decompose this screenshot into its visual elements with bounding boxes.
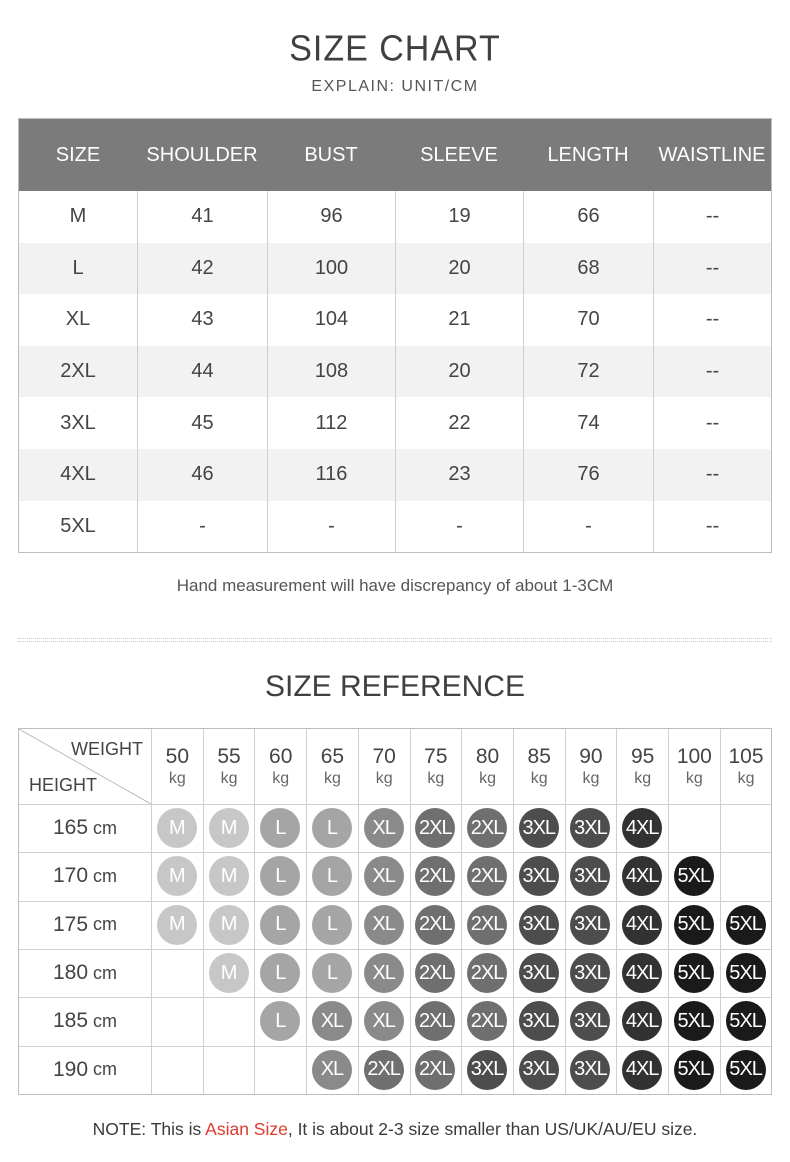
size-badge: 3XL [570, 808, 610, 848]
size-badge: L [260, 953, 300, 993]
size-badge: 2XL [415, 1001, 455, 1041]
table-cell: 104 [267, 294, 395, 346]
size-badge: 5XL [674, 1050, 714, 1090]
size-badge: 2XL [467, 953, 507, 993]
size-chart-title: SIZE CHART [289, 29, 501, 69]
table-cell: 42 [137, 243, 267, 295]
weight-value: 95 [630, 744, 655, 768]
height-unit: cm [93, 1010, 118, 1031]
size-badge: L [312, 856, 352, 896]
table-cell: 108 [267, 346, 395, 398]
header-cell: SLEEVE [420, 143, 498, 166]
size-chart-table [18, 118, 772, 553]
table-cell: 41 [137, 191, 267, 243]
table-cell: - [395, 501, 523, 553]
weight-value: 55 [217, 744, 241, 768]
size-badge: 4XL [622, 905, 662, 945]
weight-value: 70 [372, 744, 396, 768]
grid-corner-cell [19, 729, 151, 804]
table-cell: 4XL [60, 463, 96, 486]
height-row-label [19, 1046, 151, 1094]
header-cell: SIZE [55, 143, 101, 166]
table-cell: 20 [395, 243, 523, 295]
weight-unit: kg [323, 769, 341, 787]
weight-unit: kg [737, 769, 755, 787]
table-cell: 45 [137, 397, 267, 449]
table-row [19, 294, 771, 346]
weight-value: 100 [676, 744, 712, 768]
size-badge: 5XL [726, 905, 766, 945]
size-badge: 3XL [570, 1001, 610, 1041]
weight-column-header [203, 729, 255, 804]
table-row [19, 501, 771, 553]
table-cell: -- [653, 294, 771, 346]
table-cell: 43 [137, 294, 267, 346]
note-prefix: NOTE: This is [92, 1119, 206, 1139]
size-badge: 3XL [519, 808, 559, 848]
size-badge: 5XL [674, 856, 714, 896]
weight-column-header [513, 729, 565, 804]
height-row-label [19, 949, 151, 997]
table-cell: XL [65, 308, 91, 331]
size-badge: M [209, 856, 249, 896]
size-badge: M [157, 856, 197, 896]
size-badge: M [209, 905, 249, 945]
size-badge: XL [364, 1001, 404, 1041]
height-value: 165 [52, 816, 89, 840]
size-badge: 4XL [622, 1050, 662, 1090]
height-unit: cm [93, 1059, 118, 1080]
size-badge: M [157, 905, 197, 945]
table-cell: 74 [523, 397, 653, 449]
weight-column-header [151, 729, 203, 804]
size-badge: 4XL [622, 856, 662, 896]
weight-column-header [461, 729, 513, 804]
size-badge: L [260, 856, 300, 896]
weight-value: 105 [728, 744, 764, 768]
section-divider [18, 638, 772, 642]
size-badge: XL [364, 953, 404, 993]
table-cell: 19 [395, 191, 523, 243]
size-badge: 4XL [622, 953, 662, 993]
table-cell: 68 [523, 243, 653, 295]
table-cell: - [137, 501, 267, 553]
size-badge: L [312, 808, 352, 848]
table-cell: -- [653, 397, 771, 449]
size-chart-header-row [19, 119, 771, 191]
table-cell: 20 [395, 346, 523, 398]
size-badge: 3XL [467, 1050, 507, 1090]
size-badge: 5XL [674, 1001, 714, 1041]
size-badge: 2XL [415, 953, 455, 993]
header-cell: LENGTH [547, 143, 629, 166]
size-chart-subtitle: EXPLAIN: UNIT/CM [311, 78, 479, 95]
table-cell: 46 [137, 449, 267, 501]
weight-unit: kg [530, 769, 548, 787]
weight-column-header [254, 729, 306, 804]
weight-column-header [306, 729, 358, 804]
height-value: 190 [52, 1057, 89, 1081]
table-cell: -- [653, 501, 771, 553]
size-chart-body [19, 191, 771, 552]
size-badge: 2XL [467, 905, 507, 945]
weight-value: 80 [475, 744, 500, 768]
weight-value: 60 [269, 744, 293, 768]
weight-unit: kg [427, 769, 445, 787]
weight-unit: kg [479, 769, 496, 787]
weight-unit: kg [582, 769, 600, 787]
size-badge: M [209, 953, 249, 993]
height-unit: cm [93, 817, 118, 838]
table-cell: - [523, 501, 653, 553]
weight-column-header [410, 729, 462, 804]
size-badge: 2XL [364, 1050, 404, 1090]
size-badge: 2XL [415, 856, 455, 896]
size-badge: 3XL [519, 1050, 559, 1090]
size-badge: XL [364, 905, 404, 945]
size-badge: XL [312, 1050, 352, 1090]
size-badge: 2XL [467, 808, 507, 848]
size-badge: 2XL [467, 1001, 507, 1041]
table-row [19, 243, 771, 295]
table-cell: 22 [395, 397, 523, 449]
weight-value: 75 [424, 744, 448, 768]
height-row-label [19, 852, 151, 900]
size-badge: 3XL [570, 905, 610, 945]
height-row-label [19, 997, 151, 1045]
size-badge: 5XL [726, 1050, 766, 1090]
weight-value: 50 [165, 744, 190, 768]
weight-value: 65 [320, 744, 345, 768]
weight-unit: kg [220, 769, 238, 787]
weight-value: 85 [527, 744, 551, 768]
note-suffix: , It is about 2-3 size smaller than US/UK/AU/EU size. [287, 1119, 698, 1139]
height-unit: cm [93, 865, 118, 886]
table-cell: 5XL [60, 514, 96, 537]
table-cell: - [267, 501, 395, 553]
table-cell: 96 [267, 191, 395, 243]
size-badge: 3XL [570, 1050, 610, 1090]
weight-column-header [358, 729, 410, 804]
size-badge: M [209, 808, 249, 848]
table-cell: 76 [523, 449, 653, 501]
table-cell: L [72, 256, 84, 279]
table-cell: 70 [523, 294, 653, 346]
table-cell: 2XL [60, 360, 96, 383]
size-badge: 5XL [726, 1001, 766, 1041]
table-cell: -- [653, 243, 771, 295]
size-badge: L [260, 1001, 300, 1041]
height-unit: cm [93, 914, 118, 935]
size-badge: 4XL [622, 1001, 662, 1041]
height-label: HEIGHT [29, 775, 98, 795]
size-badge: 3XL [519, 905, 559, 945]
header-cell: WAISTLINE [658, 143, 766, 166]
weight-unit: kg [634, 769, 652, 787]
height-value: 175 [52, 912, 89, 936]
size-badge: 5XL [674, 953, 714, 993]
size-badge: XL [364, 856, 404, 896]
weight-column-header [720, 729, 772, 804]
table-cell: 44 [137, 346, 267, 398]
table-cell: M [69, 205, 87, 228]
weight-column-header [668, 729, 720, 804]
table-cell: 116 [267, 449, 395, 501]
size-badge: 5XL [726, 953, 766, 993]
size-reference-title: SIZE REFERENCE [264, 670, 526, 703]
size-badge: XL [312, 1001, 352, 1041]
weight-unit: kg [168, 769, 186, 787]
weight-column-header [616, 729, 668, 804]
table-cell: -- [653, 449, 771, 501]
table-row [19, 397, 771, 449]
size-badge: M [157, 808, 197, 848]
size-badge: 2XL [415, 1050, 455, 1090]
size-badge: L [312, 905, 352, 945]
header-cell: SHOULDER [146, 143, 258, 166]
height-value: 170 [52, 864, 89, 888]
weight-unit: kg [375, 769, 393, 787]
height-row-label [19, 804, 151, 852]
size-badge: L [312, 953, 352, 993]
size-reference-grid [18, 728, 772, 1095]
weight-value: 90 [579, 744, 603, 768]
size-badge: L [260, 808, 300, 848]
table-row [19, 449, 771, 501]
weight-unit: kg [685, 769, 703, 787]
table-cell: 3XL [60, 411, 96, 434]
header-cell: BUST [304, 143, 358, 166]
table-cell: 23 [395, 449, 523, 501]
size-badge: 2XL [415, 905, 455, 945]
size-badge: 5XL [674, 905, 714, 945]
size-badge: 3XL [570, 856, 610, 896]
table-cell: 112 [267, 397, 395, 449]
size-badge: 2XL [415, 808, 455, 848]
table-row [19, 346, 771, 398]
weight-column-header [565, 729, 617, 804]
weight-unit: kg [272, 769, 290, 787]
weight-label: WEIGHT [71, 739, 143, 759]
size-badge: 2XL [467, 856, 507, 896]
note-highlight: Asian Size [205, 1119, 288, 1139]
size-badge: 3XL [570, 953, 610, 993]
height-row-label [19, 901, 151, 949]
size-badge: L [260, 905, 300, 945]
measurement-note: Hand measurement will have discrepancy of about 1-3CM [176, 576, 614, 595]
bottom-note [0, 1119, 790, 1140]
size-badge: 3XL [519, 1001, 559, 1041]
table-cell: 66 [523, 191, 653, 243]
table-cell: 72 [523, 346, 653, 398]
table-cell: 21 [395, 294, 523, 346]
table-cell: 100 [267, 243, 395, 295]
height-unit: cm [93, 962, 118, 983]
size-badge: 3XL [519, 953, 559, 993]
table-row [19, 191, 771, 243]
size-badge: 3XL [519, 856, 559, 896]
size-badge: 4XL [622, 808, 662, 848]
size-badge: XL [364, 808, 404, 848]
table-cell: -- [653, 346, 771, 398]
table-cell: -- [653, 191, 771, 243]
height-value: 180 [52, 961, 89, 985]
height-value: 185 [52, 1009, 89, 1033]
